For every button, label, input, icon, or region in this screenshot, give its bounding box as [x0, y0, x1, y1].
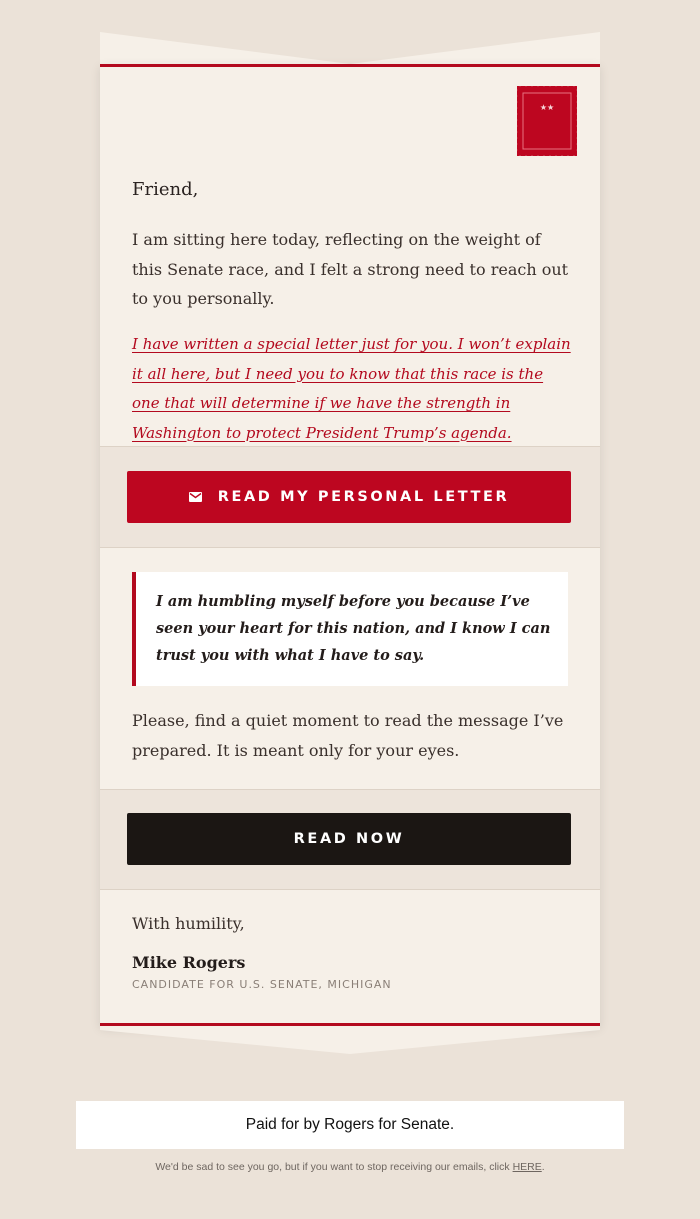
- stamp-stars: ★★: [539, 103, 555, 112]
- read-personal-letter-label: READ MY PERSONAL LETTER: [217, 489, 510, 505]
- signer-title: CANDIDATE FOR U.S. SENATE, MICHIGAN: [132, 978, 392, 991]
- pull-quote: [132, 572, 568, 686]
- letter-card: [100, 64, 600, 1026]
- unsubscribe-text: We'd be sad to see you go, but if you want to stop receiving our emails, click: [155, 1161, 513, 1173]
- pull-quote-text: I am humbling myself before you because I’ve seen your heart for this nation, and I know I can trust you with what I have to say.: [156, 593, 551, 664]
- intro-paragraph: I am sitting here today, reflecting on the weight of this Senate race, and I felt a strong need to reach out to you personally.: [132, 230, 569, 308]
- followup-paragraph: Please, find a quiet moment to read the message I’ve prepared. It is meant only for your eyes.: [132, 711, 564, 760]
- cta-band-secondary: [100, 789, 600, 890]
- envelope-icon: [189, 492, 202, 502]
- paid-for-disclaimer: Paid for by Rogers for Senate.: [76, 1101, 624, 1149]
- read-now-button[interactable]: [127, 813, 571, 865]
- envelope-flap-bottom: [100, 1026, 600, 1056]
- highlight-link[interactable]: I have written a special letter just for you. I won’t explain it all here, but I need you to know that this race is the one that will determine if we have the strength in Washington to protect President Trump’s agenda.: [132, 335, 571, 442]
- postage-stamp-icon: [515, 84, 579, 158]
- read-now-label: READ NOW: [293, 831, 405, 847]
- greeting: Friend,: [132, 179, 199, 200]
- unsubscribe-link[interactable]: HERE: [512, 1161, 542, 1173]
- read-personal-letter-button[interactable]: [127, 471, 571, 523]
- signer-name: Mike Rogers: [132, 953, 246, 972]
- envelope-flap-top: [100, 32, 600, 66]
- unsubscribe-footer: [0, 1161, 700, 1173]
- cta-band-primary: [100, 446, 600, 548]
- closing: With humility,: [132, 914, 245, 933]
- unsubscribe-suffix: .: [541, 1161, 545, 1173]
